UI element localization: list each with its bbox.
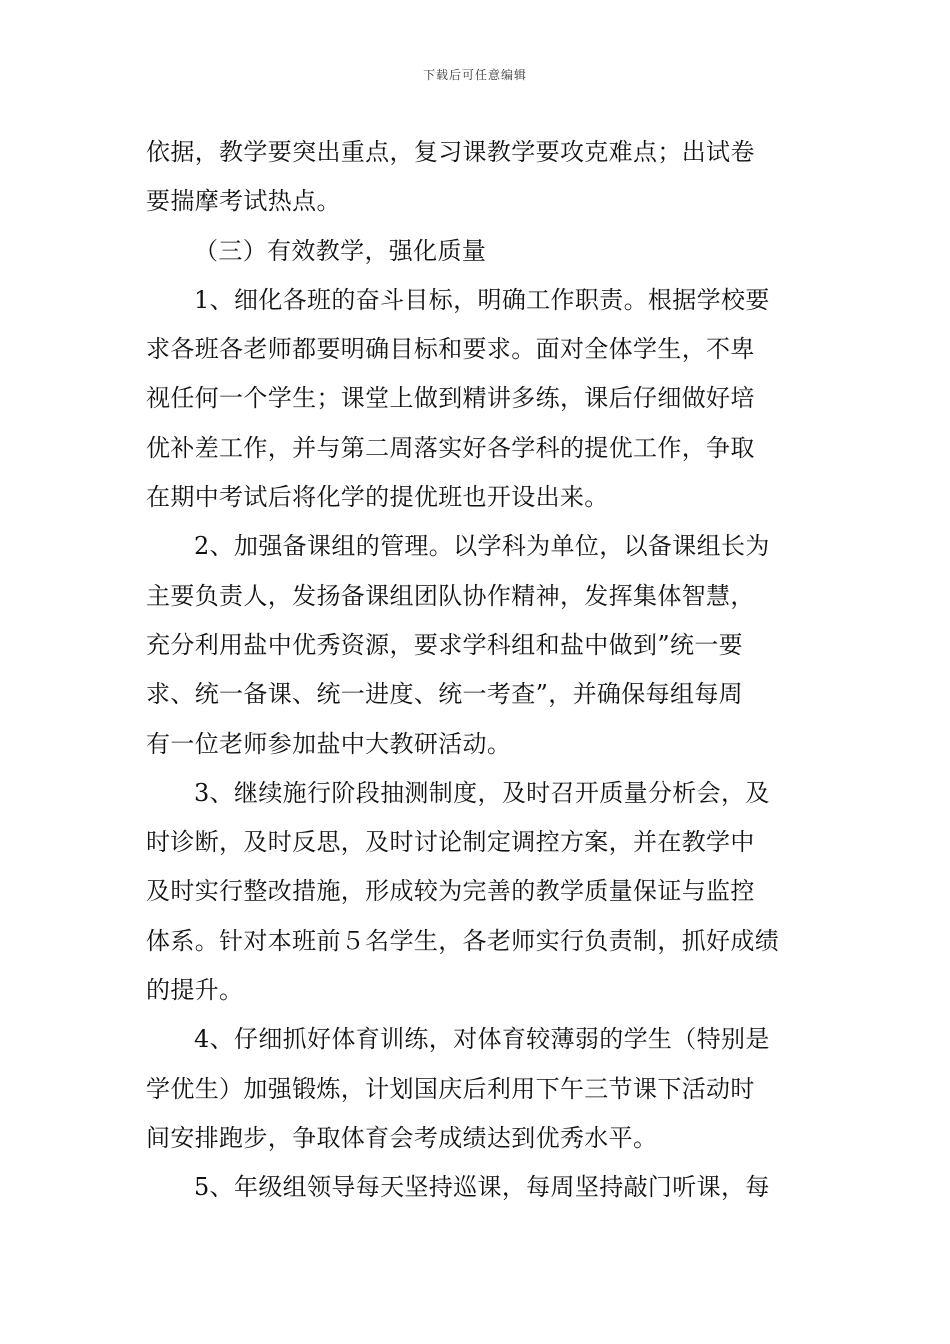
text-line: 时诊断，及时反思，及时讨论制定调控方案，并在教学中: [146, 828, 755, 857]
text-line: 求各班各老师都要明确目标和要求。面对全体学生，不卑: [146, 335, 755, 364]
text-line: 有一位老师参加盐中大教研活动。: [146, 729, 512, 758]
text-line: 的提升。: [146, 976, 244, 1005]
text-line: 学优生）加强锻炼，计划国庆后利用下午三节课下活动时: [146, 1074, 755, 1103]
paragraph-first-line: 4、仔细抓好体育训练，对体育较薄弱的学生（特别是: [194, 1025, 770, 1054]
text-line: 体系。针对本班前５名学生，各老师实行负责制，抓好成绩: [146, 926, 780, 955]
text-line: 求、统一备课、统一进度、统一考查”，并确保每组每周: [146, 680, 744, 709]
text-line: 优补差工作，并与第二周落实好各学科的提优工作，争取: [146, 433, 755, 462]
paragraph-first-line: 5、年级组领导每天坚持巡课，每周坚持敲门听课，每: [194, 1173, 770, 1202]
text-line: 在期中考试后将化学的提优班也开设出来。: [146, 483, 609, 512]
text-line: 充分利用盐中优秀资源，要求学科组和盐中做到”统一要: [146, 630, 744, 659]
paragraph-first-line: 3、继续施行阶段抽测制度，及时召开质量分析会，及: [194, 778, 770, 807]
paragraph-first-line: 2、加强备课组的管理。以学科为单位，以备课组长为: [194, 532, 770, 561]
section-heading: （三）有效教学，强化质量: [194, 236, 487, 265]
text-line: 依据，教学要突出重点，复习课教学要攻克难点；出试卷: [146, 138, 755, 166]
page-header: 下载后可任意编辑: [422, 68, 527, 82]
text-line: 及时实行整改措施，形成较为完善的教学质量保证与监控: [146, 877, 755, 906]
text-line: 间安排跑步，争取体育会考成绩达到优秀水平。: [146, 1123, 658, 1152]
document-body: [146, 128, 806, 1213]
paragraph-first-line: 1、细化各班的奋斗目标，明确工作职责。根据学校要: [194, 285, 770, 314]
text-line: 要揣摩考试热点。: [146, 187, 341, 216]
text-line: 主要负责人，发扬备课组团队协作精神，发挥集体智慧，: [146, 581, 755, 610]
text-line: 视任何一个学生；课堂上做到精讲多练，课后仔细做好培: [146, 384, 755, 413]
